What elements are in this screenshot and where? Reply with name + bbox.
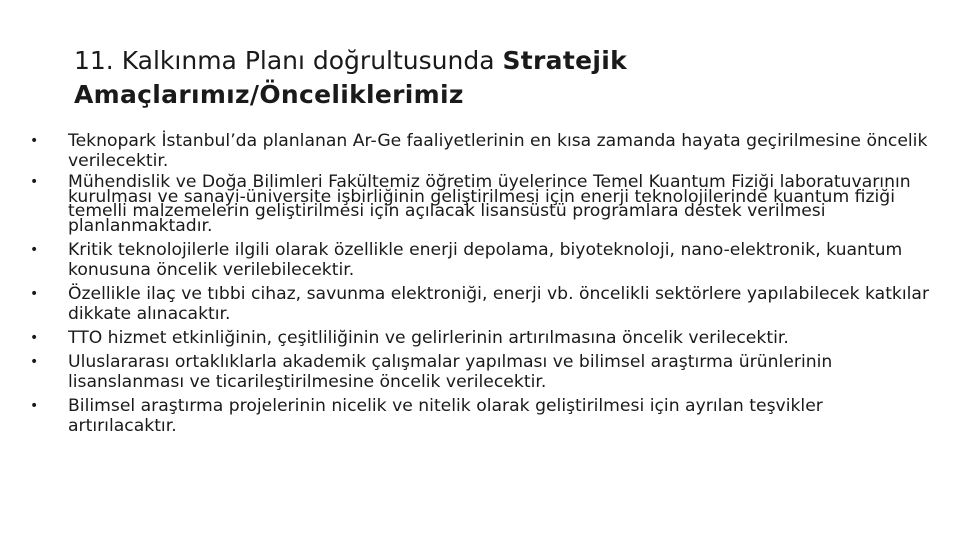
bullet-item <box>28 240 933 280</box>
bullet-dot-icon: • <box>30 133 39 149</box>
bullet-text: Uluslararası ortaklıklarla akademik çalışmalar yapılması ve bilimsel araştırma ürünlerinin lisanslanması ve ticarileştirilmesine öncelik verilecektir. <box>68 352 833 392</box>
bullet-dot-icon: • <box>30 242 39 258</box>
title-plain-text: 11. Kalkınma Planı doğrultusunda <box>74 46 503 75</box>
bullet-text: Kritik teknolojilerle ilgili olarak özellikle enerji depolama, biyoteknoloji, nano-elektronik, kuantum konusuna öncelik verilebilecektir. <box>68 240 903 280</box>
bullet-dot-icon: • <box>30 354 39 370</box>
bullet-item <box>28 172 933 236</box>
bullet-dot-icon: • <box>30 398 39 414</box>
bullet-dot-icon: • <box>30 174 39 190</box>
slide-title <box>74 44 894 112</box>
bullet-text: Teknopark İstanbul’da planlanan Ar-Ge faaliyetlerinin en kısa zamanda hayata geçirilmesine öncelik verilecektir. <box>68 131 928 171</box>
title-bold-text-2: Amaçlarımız/Önceliklerimiz <box>74 80 464 109</box>
bullet-text: TTO hizmet etkinliğinin, çeşitliliğinin ve gelirlerinin artırılmasına öncelik verilecektir. <box>68 328 789 348</box>
bullet-text: Bilimsel araştırma projelerinin nicelik ve nitelik olarak geliştirilmesi için ayrılan teşvikler artırılacaktır. <box>68 396 823 436</box>
bullet-list <box>28 131 933 440</box>
bullet-dot-icon: • <box>30 330 39 346</box>
bullet-text: Özellikle ilaç ve tıbbi cihaz, savunma elektroniği, enerji vb. öncelikli sektörlere yapılabilecek katkılar dikkate alınacaktır. <box>68 284 930 324</box>
bullet-item <box>28 284 933 324</box>
bullet-item <box>28 131 933 171</box>
bullet-text: Mühendislik ve Doğa Bilimleri Fakültemiz öğretim üyelerince Temel Kuantum Fiziği laboratuvarının kurulması ve sanayi-üniversite işbirliğinin geliştirilmesi için enerji teknolojilerinde kuantum fiziği temelli malzemelerin geliştirilmesi için açılacak lisansüstü programlara destek verilmesi planlanmaktadır. <box>68 172 911 236</box>
title-bold-text-1: Stratejik <box>502 46 628 75</box>
bullet-item <box>28 352 933 392</box>
bullet-item <box>28 396 933 436</box>
bullet-dot-icon: • <box>30 286 39 302</box>
bullet-item <box>28 328 933 348</box>
